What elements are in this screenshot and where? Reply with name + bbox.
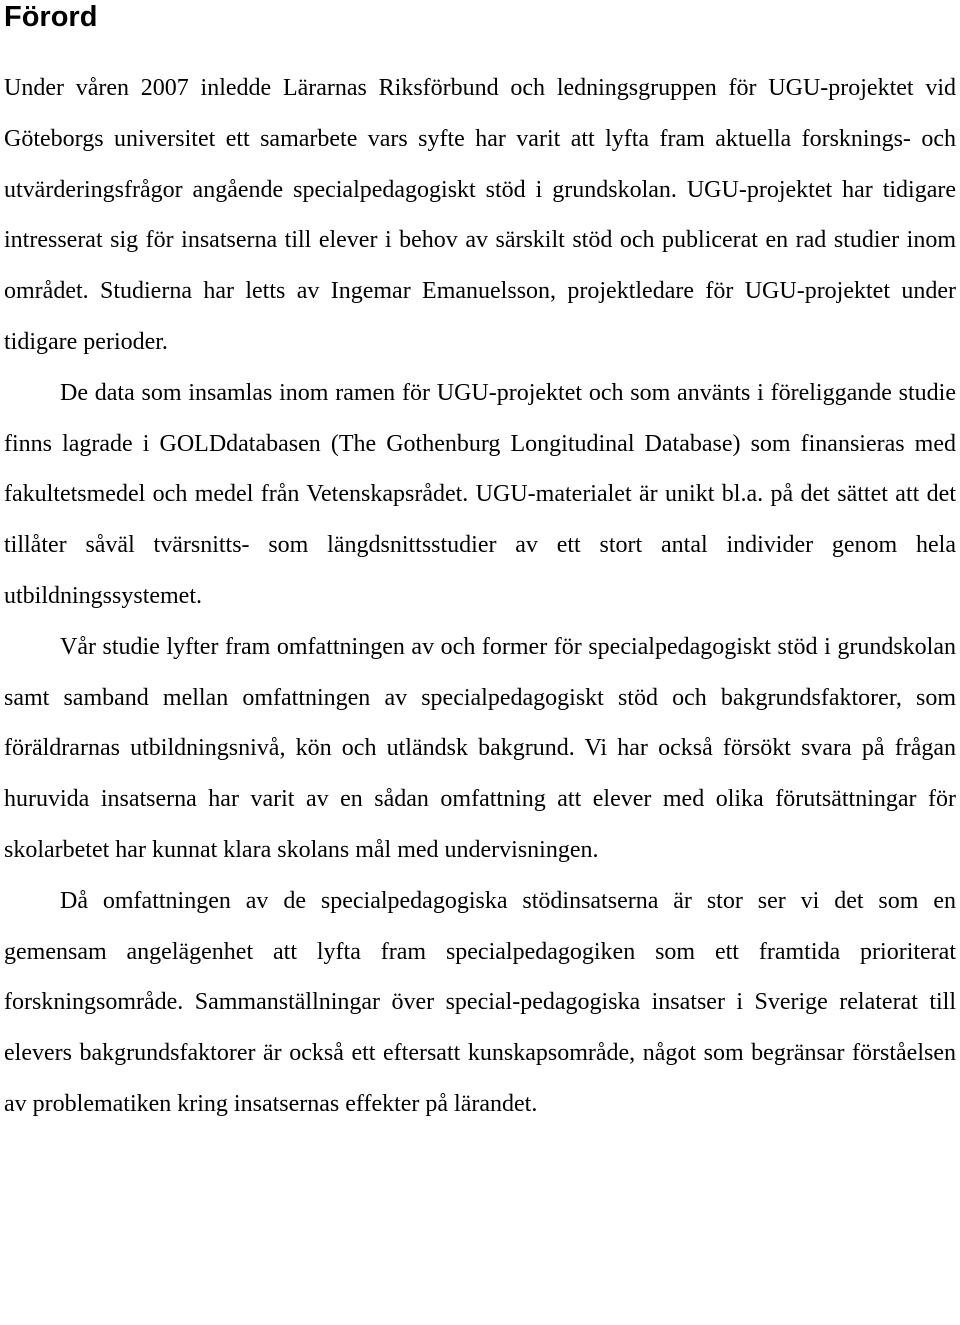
- document-page: [4, 0, 956, 1130]
- document-body: [4, 63, 956, 1130]
- paragraph-1: Under våren 2007 inledde Lärarnas Riksförbund och ledningsgruppen för UGU-projektet vid Göteborgs universitet ett samarbete vars syfte har varit att lyfta fram aktuella forsknings- och utvärderingsfrågor angående specialpedagogiskt stöd i grundskolan. UGU-projektet har tidigare intresserat sig för insatserna till elever i behov av särskilt stöd och publicerat en rad studier inom området. Studierna har letts av Ingemar Emanuelsson, projektledare för UGU-projektet under tidigare perioder.: [4, 75, 956, 355]
- paragraph-2: De data som insamlas inom ramen för UGU-projektet och som använts i föreliggande studie finns lagrade i GOLDdatabasen (The Gothenburg Longitudinal Database) som finansieras med fakultetsmedel och medel från Vetenskapsrådet. UGU-materialet är unikt bl.a. på det sättet att det tillåter såväl tvärsnitts- som längdsnittsstudier av ett stort antal individer genom hela utbildningssystemet.: [4, 379, 956, 609]
- page-title: Förord: [4, 1, 98, 33]
- paragraph-3: Vår studie lyfter fram omfattningen av och former för specialpedagogiskt stöd i grundskolan samt samband mellan omfattningen av specialpedagogiskt stöd och bakgrundsfaktorer, som föräldrarnas utbildningsnivå, kön och utländsk bakgrund. Vi har också försökt svara på frågan huruvida insatserna har varit av en sådan omfattning att elever med olika förutsättningar för skolarbetet har kunnat klara skolans mål med undervisningen.: [4, 633, 956, 863]
- paragraph-4: Då omfattningen av de specialpedagogiska stödinsatserna är stor ser vi det som en gemensam angelägenhet att lyfta fram specialpedagogiken som ett framtida prioriterat forskningsområde. Sammanställningar över special-pedagogiska insatser i Sverige relaterat till elevers bakgrundsfaktorer är också ett eftersatt kunskapsområde, något som begränsar förståelsen av problematiken kring insatsernas effekter på lärandet.: [4, 887, 956, 1117]
